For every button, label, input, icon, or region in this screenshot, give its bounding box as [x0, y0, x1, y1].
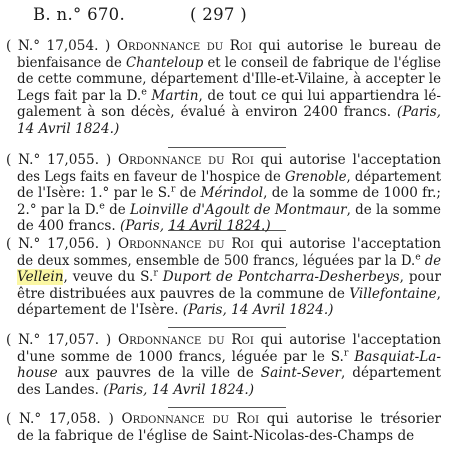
text-segment: ( N.° 17,058. ): [6, 411, 122, 427]
text-line: [0, 236, 453, 253]
text-line: [0, 382, 453, 399]
line-text: [17, 428, 414, 445]
line-text: [17, 253, 441, 270]
text-segment: qui autorise l'acceptation: [253, 236, 441, 252]
text-line: [0, 332, 453, 349]
text-segment: Grenoble: [284, 168, 347, 185]
line-text: [6, 38, 441, 55]
text-segment: Duport de Pontcharra-Desherbeys: [162, 269, 400, 286]
text-line: [0, 411, 453, 428]
line-text: [17, 349, 441, 366]
line-text: [17, 121, 119, 138]
ordinance-title: Ordonnance du Roi: [116, 38, 253, 54]
text-line: [0, 38, 453, 55]
text-segment: (Paris, 14 Avril 1824.): [182, 302, 334, 319]
line-text: [17, 185, 441, 202]
line-text: [17, 302, 333, 319]
line-text: [17, 71, 441, 88]
text-segment: house: [17, 365, 58, 382]
text-segment: de deux sommes, ensemble de 500 francs, léguées par la D.: [17, 252, 416, 269]
page-number: ( 297 ): [190, 5, 247, 24]
ordinance-title: Ordonnance du Roi: [118, 332, 254, 348]
superscript: r: [153, 267, 158, 279]
text-segment: ( N.° 17,056. ): [6, 236, 118, 252]
text-line: [0, 121, 453, 138]
line-text: [17, 269, 441, 286]
separator-rule: [168, 407, 286, 408]
superscript: e: [141, 86, 147, 98]
text-line: [0, 71, 453, 88]
text-segment: ( N.° 17,057. ): [6, 332, 118, 348]
superscript: r: [343, 347, 349, 359]
highlighted-name: Vellein: [17, 269, 64, 286]
text-segment: de: [175, 185, 201, 202]
line-text: [17, 202, 441, 219]
superscript: e: [415, 251, 421, 263]
text-segment: d'une somme de 1000 francs, léguée par le S.: [17, 348, 344, 365]
text-segment: , veuve du S.: [63, 269, 154, 286]
text-segment: de l'Isère: 1.° par le S.: [17, 185, 171, 202]
text-segment: aux pauvres de la ville de: [57, 365, 261, 382]
text-segment: bienfaisance de: [17, 54, 127, 71]
text-line: [0, 349, 453, 366]
text-segment: , département: [346, 168, 441, 185]
text-line: [0, 253, 453, 270]
text-segment: , de la somme: [346, 201, 441, 218]
bulletin-number: B. n.° 670.: [33, 5, 126, 24]
text-segment: département de l'Isère.: [17, 302, 183, 319]
text-segment: ,: [436, 285, 441, 302]
text-segment: être distribuées aux pauvres de la commune de: [17, 285, 350, 302]
line-text: [17, 169, 441, 186]
text-segment: Chanteloup: [126, 54, 204, 71]
text-line: [0, 104, 453, 121]
text-line: [0, 365, 453, 382]
text-line: [0, 286, 453, 303]
text-segment: et le conseil de fabrique de l'église: [203, 54, 441, 71]
text-segment: , département: [340, 365, 441, 382]
ordinance-title: Ordonnance du Roi: [118, 152, 254, 168]
text-line: [0, 302, 453, 319]
text-line: [0, 169, 453, 186]
text-segment: de 400 francs.: [17, 218, 120, 235]
text-line: [0, 185, 453, 202]
text-segment: Legs fait par la D.: [17, 87, 142, 104]
text-segment: Mérindol: [200, 185, 264, 202]
text-segment: galement à son décès, évalué à environ 2400 francs.: [17, 104, 397, 121]
text-segment: des Landes.: [17, 381, 104, 398]
ordinance-title: Ordonnance du Roi: [121, 411, 260, 427]
text-segment: Loinville d'Agoult de Montmaur: [129, 201, 347, 218]
page-header: [0, 0, 453, 32]
text-line: [0, 269, 453, 286]
text-segment: de cette commune, département d'Ille-et-Vilaine, à accepter le: [17, 71, 441, 88]
line-text: [6, 236, 441, 253]
line-text: [17, 104, 441, 121]
text-segment: , pour: [399, 269, 441, 286]
text-segment: Basquiat-La-: [354, 348, 441, 365]
ordinance-title: Ordonnance du Roi: [118, 236, 254, 252]
text-line: [0, 88, 453, 105]
text-line: [0, 218, 453, 235]
text-line: [0, 428, 453, 445]
line-text: [17, 55, 441, 72]
text-segment: ( N.° 17,054. ): [6, 38, 117, 54]
text-segment: 14 Avril 1824.): [17, 121, 120, 137]
text-segment: qui autorise l'acceptation: [253, 152, 441, 168]
text-segment: (Paris, 14 Avril 1824.): [103, 381, 255, 398]
text-segment: de: [104, 201, 130, 218]
text-segment: Villefontaine: [349, 285, 437, 302]
text-segment: Saint-Sever: [260, 365, 341, 382]
text-segment: , de la somme de 1000 fr.;: [263, 185, 441, 202]
superscript: e: [99, 200, 105, 212]
text-segment: qui autorise l'acceptation: [253, 332, 441, 348]
text-segment: , de tout ce qui lui appartiendra lé-: [198, 87, 441, 104]
line-text: [17, 88, 441, 105]
text-segment: ( N.° 17,055. ): [6, 152, 118, 168]
text-segment: de la fabrique de l'église de Saint-Nicolas-des-Champs de: [17, 427, 415, 444]
line-text: [17, 218, 271, 235]
line-text: [17, 365, 441, 382]
line-text: [17, 286, 441, 303]
text-segment: qui autorise le bureau de: [252, 38, 441, 54]
superscript: r: [170, 183, 176, 195]
text-segment: de: [424, 252, 441, 269]
line-text: [6, 152, 441, 169]
line-text: [6, 411, 441, 428]
text-segment: des Legs faits en faveur de l'hospice de: [17, 168, 285, 185]
text-segment: qui autorise le trésorier: [259, 411, 441, 427]
text-segment: Martin: [151, 87, 199, 104]
text-segment: (Paris,: [396, 104, 441, 121]
text-line: [0, 152, 453, 169]
text-segment: 2.° par la D.: [17, 201, 100, 218]
line-text: [17, 382, 254, 399]
text-line: [0, 202, 453, 219]
text-segment: (Paris, 14 Avril 1824.): [119, 218, 271, 235]
separator-rule: [168, 327, 286, 328]
line-text: [6, 332, 441, 349]
separator-rule: [168, 147, 286, 148]
text-line: [0, 55, 453, 72]
